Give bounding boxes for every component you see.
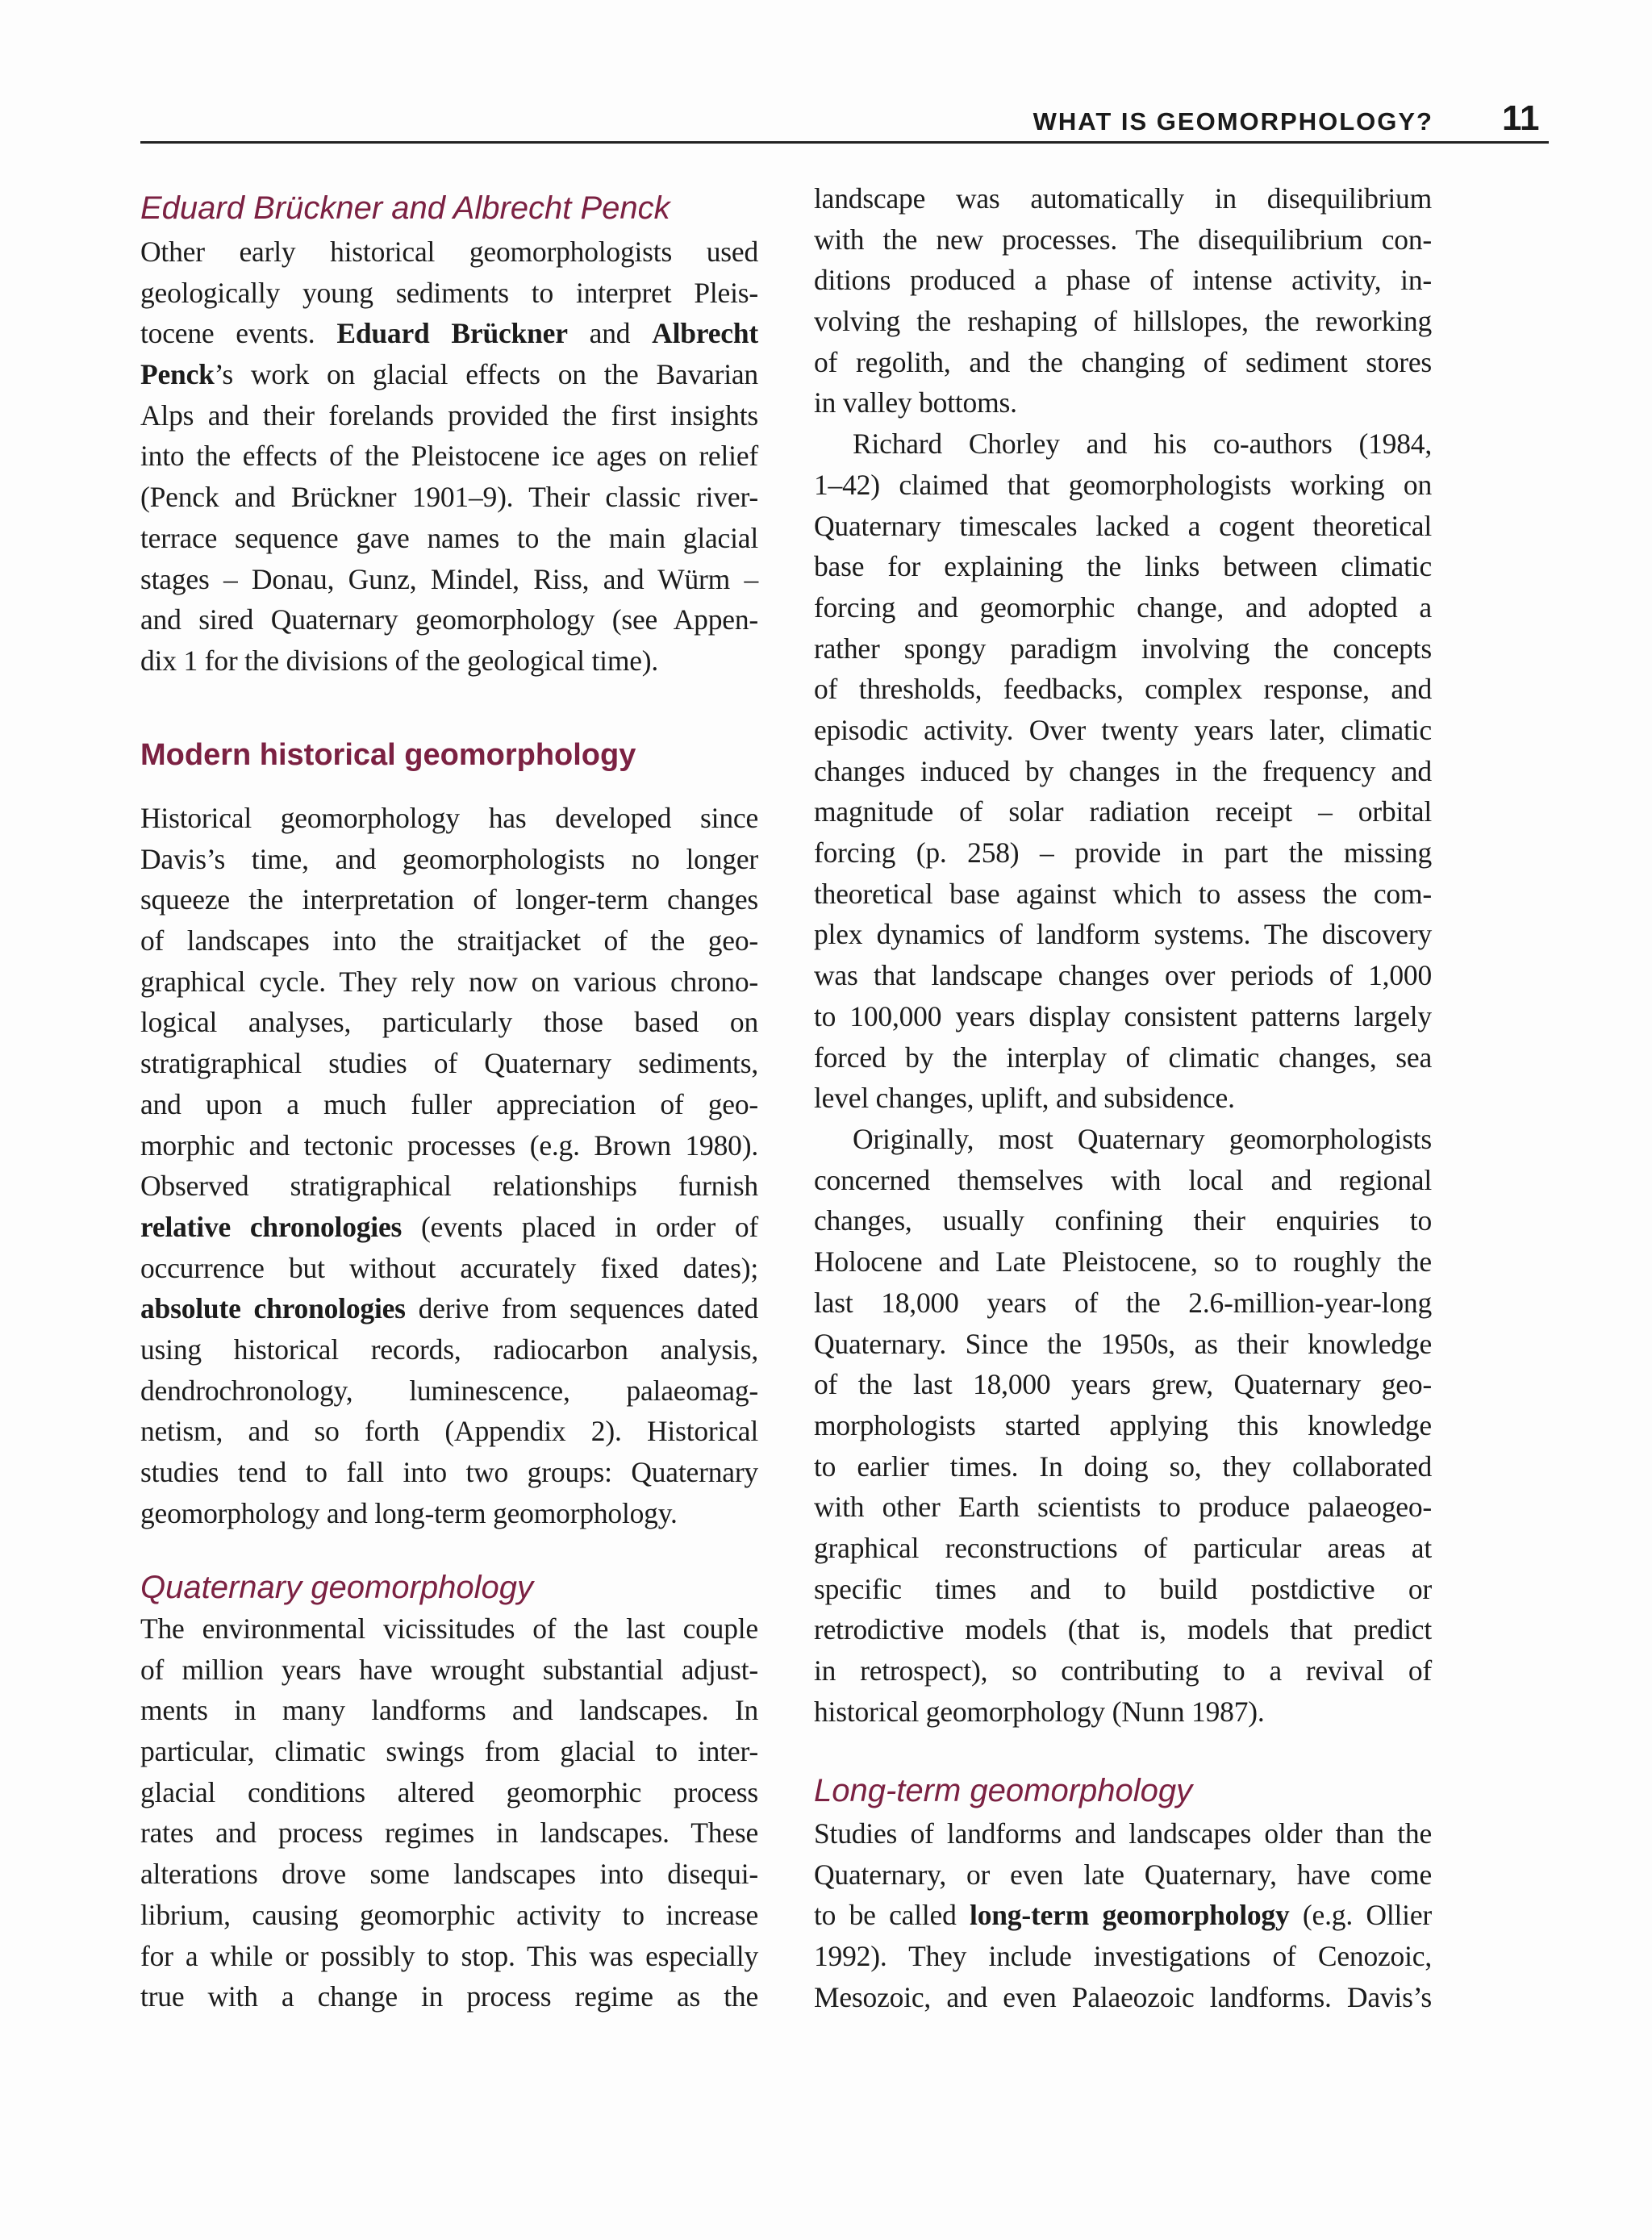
bold-term: relative chronologies	[140, 1210, 403, 1243]
text-line: The environmental vicissitudes of the last couple	[140, 1612, 758, 1645]
bold-term: long-term geomorphology	[970, 1899, 1290, 1932]
text-line: using historical records, radiocarbon analysis,	[140, 1333, 758, 1366]
text-line: rates and process regimes in landscapes. These	[140, 1817, 758, 1850]
text-line: episodic activity. Over twenty years later, climatic	[814, 714, 1432, 746]
running-title: WHAT IS GEOMORPHOLOGY?	[1032, 107, 1433, 136]
text-line: librium, causing geomorphic activity to increase	[140, 1898, 758, 1931]
text-line: plex dynamics of landform systems. The discovery	[814, 918, 1432, 951]
text-line: magnitude of solar radiation receipt – orbital	[814, 795, 1432, 828]
text-line: Davis’s time, and geomorphologists no longer	[140, 842, 758, 875]
text-line: of the last 18,000 years grew, Quaternary geo-	[814, 1368, 1432, 1401]
text-line: dendrochronology, luminescence, palaeomag-	[140, 1374, 758, 1407]
section-heading-quaternary: Quaternary geomorphology	[140, 1570, 533, 1605]
section-heading-long-term: Long-term geomorphology	[814, 1773, 1193, 1808]
text-line: Richard Chorley and his co-authors (1984,	[853, 428, 1432, 461]
text-line: stages – Donau, Gunz, Mindel, Riss, and Würm –	[140, 562, 758, 595]
text-line: true with a change in process regime as the	[140, 1980, 758, 2013]
text-line: retrodictive models (that is, models that predict	[814, 1613, 1432, 1646]
text-line: (Penck and Brückner 1901–9). Their classic river-	[140, 481, 758, 514]
text-line: occurrence but without accurately fixed dates);	[140, 1251, 758, 1284]
section-heading-modern-historical: Modern historical geomorphology	[140, 738, 636, 772]
paragraph	[140, 1608, 758, 2017]
text-line: Quaternary timescales lacked a cogent theoretical	[814, 509, 1432, 542]
text-line: was that landscape changes over periods of 1,000	[814, 959, 1432, 992]
text-line: Mesozoic, and even Palaeozoic landforms. Davis’s	[814, 1980, 1432, 2013]
text-line: glacial conditions altered geomorphic process	[140, 1775, 758, 1808]
text-line: morphologists started applying this knowledge	[814, 1408, 1432, 1441]
text-line: rather spongy paradigm involving the concepts	[814, 632, 1432, 665]
text-line: forcing and geomorphic change, and adopted a	[814, 590, 1432, 624]
text-line: squeeze the interpretation of longer-term changes	[140, 883, 758, 916]
text-line: Studies of landforms and landscapes older than the	[814, 1817, 1432, 1850]
text-line: geomorphology and long-term geomorphology.	[140, 1496, 678, 1529]
text-line: 1992). They include investigations of Cenozoic,	[814, 1940, 1432, 1973]
text-line: graphical reconstructions of particular areas at	[814, 1531, 1432, 1564]
text-line: and upon a much fuller appreciation of geo-	[140, 1087, 758, 1120]
text-line: Quaternary. Since the 1950s, as their knowledge	[814, 1327, 1432, 1360]
text-line: terrace sequence gave names to the main glacial	[140, 521, 758, 554]
text-line: level changes, uplift, and subsidence.	[814, 1082, 1235, 1115]
text-line: Holocene and Late Pleistocene, so to roughly the	[814, 1245, 1432, 1279]
text-line: Penck’s work on glacial effects on the Bavarian	[140, 358, 758, 391]
text-line: dix 1 for the divisions of the geological time).	[140, 644, 659, 677]
text-line: of thresholds, feedbacks, complex response, and	[814, 673, 1432, 706]
text-line: ments in many landforms and landscapes. In	[140, 1694, 758, 1727]
text-line: of regolith, and the changing of sediment stores	[814, 345, 1432, 378]
bold-term: absolute chronologies	[140, 1292, 406, 1325]
bold-term: Eduard Brückner	[336, 317, 568, 350]
text-line: concerned themselves with local and regional	[814, 1163, 1432, 1196]
text-line: to 100,000 years display consistent patterns largely	[814, 999, 1432, 1032]
text-line: forced by the interplay of climatic changes, sea	[814, 1041, 1432, 1074]
text-line: changes, usually confining their enquiries to	[814, 1204, 1432, 1237]
paragraph	[140, 798, 758, 1533]
text-line: with the new processes. The disequilibrium con-	[814, 223, 1432, 256]
text-line: specific times and to build postdictive or	[814, 1572, 1432, 1605]
text-line: to earlier times. In doing so, they collaborated	[814, 1450, 1432, 1483]
text-line: alterations drove some landscapes into disequi-	[140, 1858, 758, 1891]
text-line: for a while or possibly to stop. This was especially	[140, 1939, 758, 1972]
text-line: historical geomorphology (Nunn 1987).	[814, 1695, 1265, 1728]
text-line: and sired Quaternary geomorphology (see Appen-	[140, 603, 758, 636]
bold-term: Penck	[140, 358, 215, 391]
text-line: into the effects of the Pleistocene ice ages on relief	[140, 440, 758, 473]
text-line: volving the reshaping of hillslopes, the reworking	[814, 305, 1432, 338]
text-line: absolute chronologies derive from sequences dated	[140, 1292, 758, 1325]
text-line: Observed stratigraphical relationships furnish	[140, 1170, 758, 1203]
paragraph	[814, 178, 1432, 423]
text-line: last 18,000 years of the 2.6-million-year-long	[814, 1286, 1432, 1319]
paragraph	[140, 232, 758, 682]
text-line: forcing (p. 258) – provide in part the missing	[814, 836, 1432, 870]
text-line: morphic and tectonic processes (e.g. Brown 1980).	[140, 1128, 758, 1162]
text-line: base for explaining the links between climatic	[814, 550, 1432, 583]
text-line: relative chronologies (events placed in order of	[140, 1210, 758, 1243]
text-line: netism, and so forth (Appendix 2). Historical	[140, 1415, 758, 1448]
header-rule	[140, 141, 1549, 144]
page-number: 11	[1502, 98, 1540, 138]
text-line: of landscapes into the straitjacket of the geo-	[140, 924, 758, 957]
text-line: to be called long-term geomorphology (e.g. Ollier	[814, 1899, 1433, 1932]
text-line: Originally, most Quaternary geomorphologists	[853, 1123, 1432, 1156]
text-line: Alps and their forelands provided the first insights	[140, 398, 758, 432]
text-line: logical analyses, particularly those based on	[140, 1006, 758, 1039]
text-line: graphical cycle. They rely now on various chrono-	[140, 965, 758, 998]
text-line: in valley bottoms.	[814, 386, 1017, 419]
bold-term: Albrecht	[652, 317, 758, 350]
text-line: studies tend to fall into two groups: Quaternary	[140, 1456, 758, 1488]
text-line: of million years have wrought substantial adjust-	[140, 1653, 758, 1686]
text-line: stratigraphical studies of Quaternary sediments,	[140, 1047, 758, 1080]
text-line: 1–42) claimed that geomorphologists working on	[814, 468, 1432, 501]
text-line: Quaternary, or even late Quaternary, have come	[814, 1858, 1432, 1891]
text-line: with other Earth scientists to produce palaeogeo-	[814, 1491, 1432, 1524]
text-line: Historical geomorphology has developed since	[140, 802, 758, 834]
text-line: in retrospect), so contributing to a revival of	[814, 1654, 1432, 1687]
text-line: particular, climatic swings from glacial to inter-	[140, 1735, 758, 1768]
text-line: changes induced by changes in the frequency and	[814, 754, 1432, 787]
section-heading-bruckner-penck: Eduard Brückner and Albrecht Penck	[140, 190, 670, 226]
text-line: geologically young sediments to interpret Pleis-	[140, 276, 758, 309]
text-line: theoretical base against which to assess the com-	[814, 877, 1432, 910]
paragraph	[814, 1119, 1432, 1732]
paragraph	[814, 1813, 1432, 2017]
text-line: Other early historical geomorphologists used	[140, 236, 758, 268]
text-line: landscape was automatically in disequilibrium	[814, 182, 1432, 215]
text-line: tocene events. Eduard Brückner and Albrecht	[140, 317, 758, 350]
paragraph	[814, 423, 1432, 1119]
text-line: ditions produced a phase of intense activity, in-	[814, 264, 1432, 297]
